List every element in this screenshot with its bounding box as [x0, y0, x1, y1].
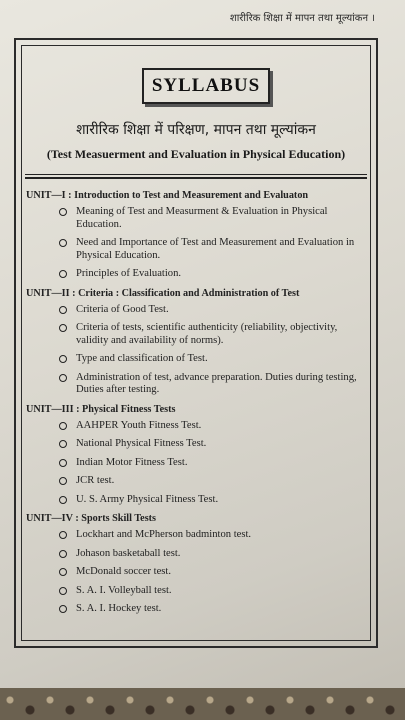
list-item [26, 494, 366, 507]
list-item [26, 457, 366, 470]
circle-bullet-icon [59, 605, 67, 613]
divider-rule-thin [25, 174, 367, 175]
circle-bullet-icon [59, 587, 67, 595]
circle-bullet-icon [59, 306, 67, 314]
list-item-text: Criteria of tests, scientific authenticity (reliability, objectivity, validity and availability of norms). [76, 322, 338, 346]
circle-bullet-icon [59, 324, 67, 332]
unit-heading: UNIT—I : Introduction to Test and Measurement and Evaluaton [26, 190, 309, 201]
list-item [26, 420, 366, 433]
circle-bullet-icon [59, 355, 67, 363]
circle-bullet-icon [59, 270, 67, 278]
list-item-text: Johason basketaball test. [76, 547, 181, 559]
circle-bullet-icon [59, 550, 67, 558]
list-item-text: AAHPER Youth Fitness Test. [76, 419, 202, 431]
syllabus-frame [14, 38, 378, 648]
divider-rule-thick [25, 177, 367, 179]
list-item [26, 322, 366, 347]
circle-bullet-icon [59, 422, 67, 430]
list-item [26, 475, 366, 488]
circle-bullet-icon [59, 531, 67, 539]
english-title: (Test Measuerment and Evaluation in Physical Education) [46, 147, 346, 161]
list-item-text: McDonald soccer test. [76, 566, 172, 577]
circle-bullet-icon [59, 374, 67, 382]
syllabus-content [26, 186, 366, 622]
list-item [26, 372, 366, 397]
syllabus-inner-frame [21, 45, 371, 641]
list-item-text: Need and Importance of Test and Measurement and Evaluation in Physical Education. [76, 237, 355, 261]
list-item [26, 548, 366, 561]
list-item-text: U. S. Army Physical Fitness Test. [76, 493, 219, 505]
unit-heading: UNIT—IV : Sports Skill Tests [26, 513, 157, 524]
list-item-text: Meaning of Test and Measurment & Evaluation in Physical Education. [76, 206, 328, 230]
running-header: शारीरिक शिक्षा में मापन तथा मूल्यांकन । [229, 13, 375, 24]
list-item-text: Criteria of Good Test. [76, 303, 169, 315]
list-item [26, 566, 366, 579]
unit-heading: UNIT—II : Criteria : Classification and Administration of Test [26, 287, 300, 299]
circle-bullet-icon [59, 208, 67, 216]
circle-bullet-icon [59, 459, 67, 467]
circle-bullet-icon [59, 496, 67, 504]
background-fabric [0, 688, 405, 720]
list-item [26, 438, 366, 451]
list-item-text: Principles of Evaluation. [76, 268, 182, 279]
list-item-text: Administration of test, advance preparation. Duties during testing, Duties after testing. [76, 371, 357, 395]
list-item [26, 304, 366, 317]
list-item [26, 268, 366, 281]
circle-bullet-icon [59, 568, 67, 576]
syllabus-title-box: SYLLABUS [142, 68, 270, 104]
circle-bullet-icon [59, 477, 67, 485]
circle-bullet-icon [59, 440, 67, 448]
list-item [26, 603, 366, 616]
unit-heading: UNIT—III : Physical Fitness Tests [26, 403, 176, 415]
hindi-title: शारीरिक शिक्षा में परिक्षण, मापन तथा मूल्यांकन [76, 122, 316, 138]
list-item [26, 237, 366, 262]
list-item-text: Indian Motor Fitness Test. [76, 456, 188, 468]
list-item-text: S. A. I. Volleyball test. [76, 584, 172, 596]
list-item-text: National Physical Fitness Test. [76, 438, 207, 449]
list-item-text: Type and classification of Test. [76, 353, 208, 364]
list-item [26, 529, 366, 542]
list-item-text: JCR test. [76, 475, 115, 486]
list-item-text: Lockhart and McPherson badminton test. [76, 529, 252, 540]
list-item [26, 585, 366, 598]
list-item-text: S. A. I. Hockey test. [76, 603, 162, 614]
list-item [26, 206, 366, 231]
list-item [26, 353, 366, 366]
circle-bullet-icon [59, 239, 67, 247]
